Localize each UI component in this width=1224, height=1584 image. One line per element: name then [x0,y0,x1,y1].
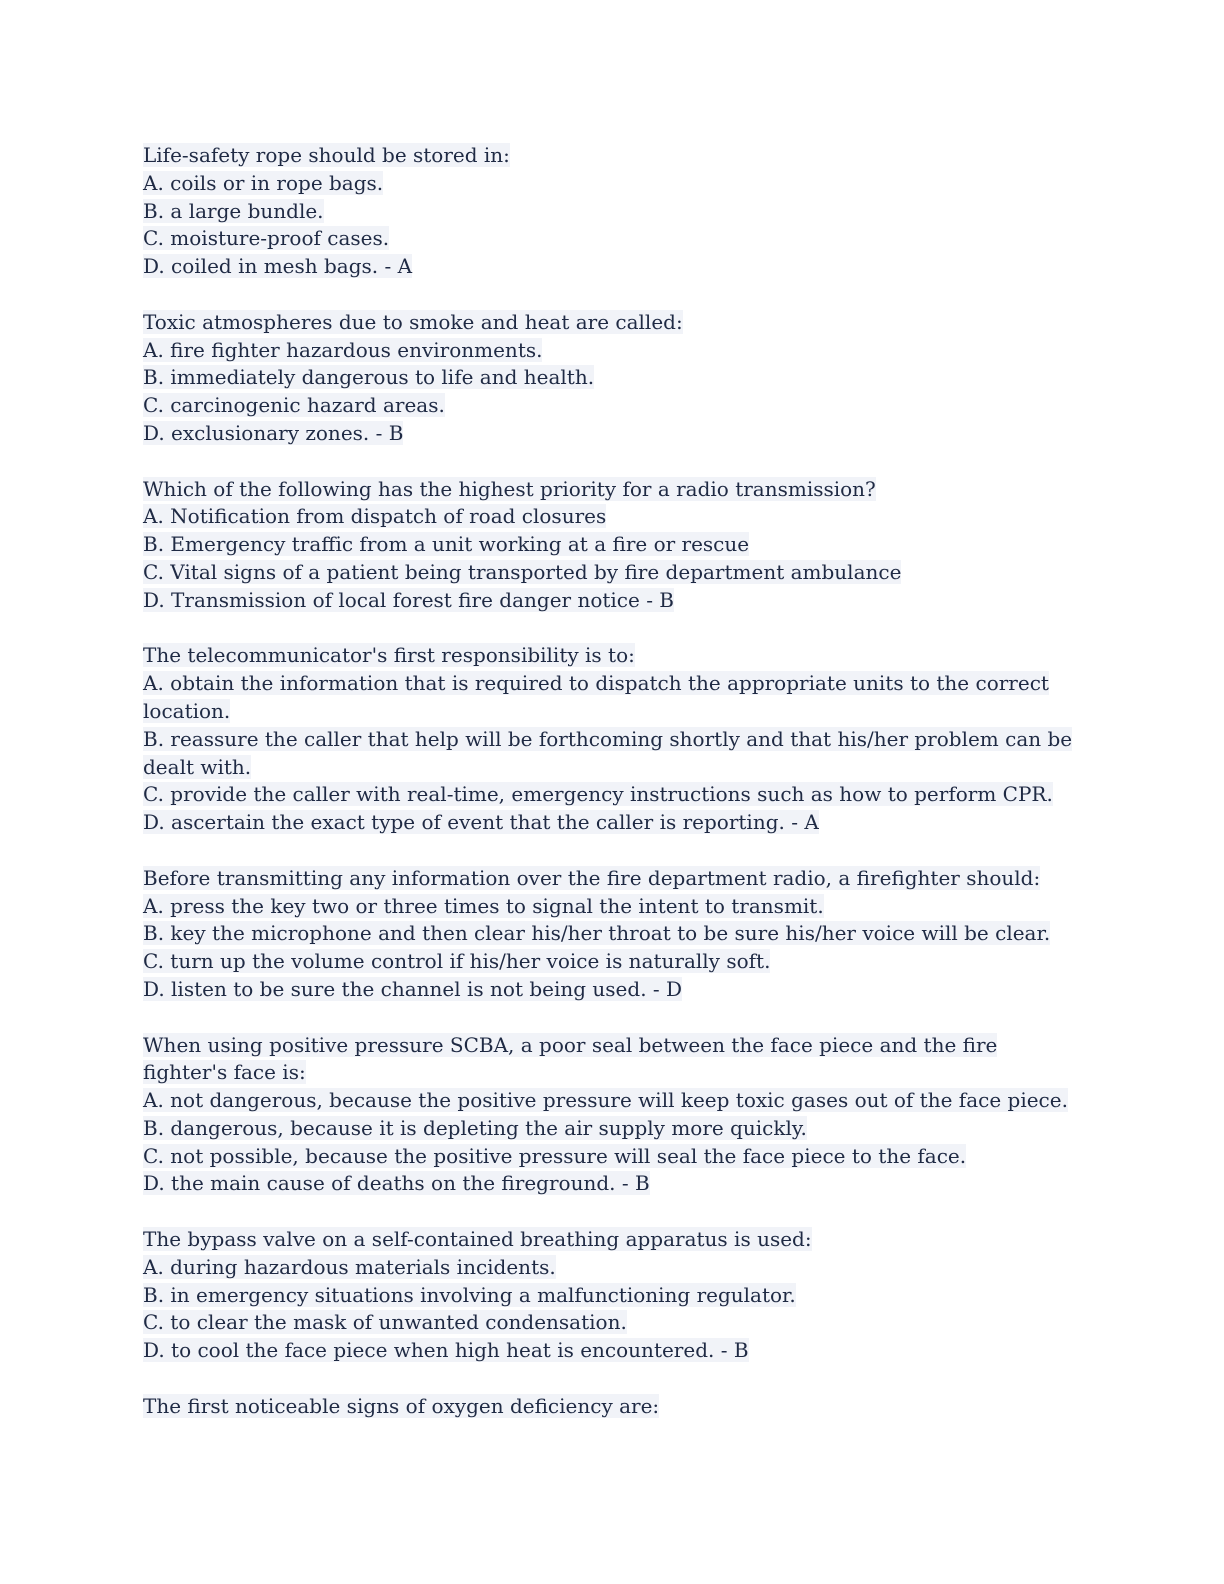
question-text: The bypass valve on a self-contained breathing apparatus is used: [143,1227,812,1252]
answer-option: D. to cool the face piece when high heat is encountered. - B [143,1338,749,1363]
answer-option: A. fire fighter hazardous environments. [143,337,543,362]
answer-option: D. the main cause of deaths on the fireground. - B [143,1171,650,1196]
question-block [143,642,1083,837]
answer-option: C. not possible, because the positive pressure will seal the face piece to the face. [143,1143,967,1168]
answer-option: D. exclusionary zones. - B [143,420,404,445]
answer-option: B. key the microphone and then clear his/her throat to be sure his/her voice will be clear. [143,921,1051,946]
question-block [143,1226,1083,1365]
answer-option: D. listen to be sure the channel is not being used. - D [143,976,683,1001]
answer-option: C. to clear the mask of unwanted condensation. [143,1310,627,1335]
question-text: Life-safety rope should be stored in: [143,143,510,167]
question-block [143,1032,1083,1199]
question-block [143,1393,1083,1421]
answer-option: C. moisture-proof cases. [143,226,390,251]
answer-option: B. reassure the caller that help will be forthcoming shortly and that his/her problem can be dealt with. [143,726,1073,779]
answer-option: A. coils or in rope bags. [143,170,384,195]
answer-option: C. Vital signs of a patient being transported by fire department ambulance [143,559,902,584]
answer-option: B. dangerous, because it is depleting the air supply more quickly. [143,1115,807,1140]
answer-option: D. coiled in mesh bags. - A [143,254,413,279]
question-text: Which of the following has the highest priority for a radio transmission? [143,476,876,501]
question-text: Before transmitting any information over the fire department radio, a firefighter should: [143,865,1041,890]
answer-option: D. Transmission of local forest fire danger notice - B [143,587,675,612]
answer-option: A. press the key two or three times to signal the intent to transmit. [143,893,824,918]
question-text: The first noticeable signs of oxygen deficiency are: [143,1393,660,1418]
answer-option: B. a large bundle. [143,198,324,223]
question-block [143,309,1083,448]
question-block [143,865,1083,1004]
question-text: Toxic atmospheres due to smoke and heat are called: [143,309,683,334]
answer-option: C. turn up the volume control if his/her voice is naturally soft. [143,949,771,974]
answer-option: C. carcinogenic hazard areas. [143,393,445,418]
question-text: When using positive pressure SCBA, a poor seal between the face piece and the fire fighter's face is: [143,1032,998,1085]
answer-option: A. during hazardous materials incidents. [143,1254,556,1279]
answer-option: D. ascertain the exact type of event that the caller is reporting. - A [143,810,819,835]
answer-option: A. not dangerous, because the positive pressure will keep toxic gases out of the face piece. [143,1088,1068,1113]
answer-option: A. obtain the information that is required to dispatch the appropriate units to the correct location. [143,671,1049,723]
question-block [143,142,1083,281]
answer-option: A. Notification from dispatch of road closures [143,504,607,529]
answer-option: B. Emergency traffic from a unit working at a fire or rescue [143,532,750,557]
answer-option: C. provide the caller with real-time, emergency instructions such as how to perform CPR. [143,782,1053,807]
question-block [143,476,1083,615]
question-list [143,142,1083,1448]
answer-option: B. immediately dangerous to life and health. [143,365,595,390]
answer-option: B. in emergency situations involving a malfunctioning regulator. [143,1282,796,1307]
question-text: The telecommunicator's first responsibility is to: [143,643,635,668]
